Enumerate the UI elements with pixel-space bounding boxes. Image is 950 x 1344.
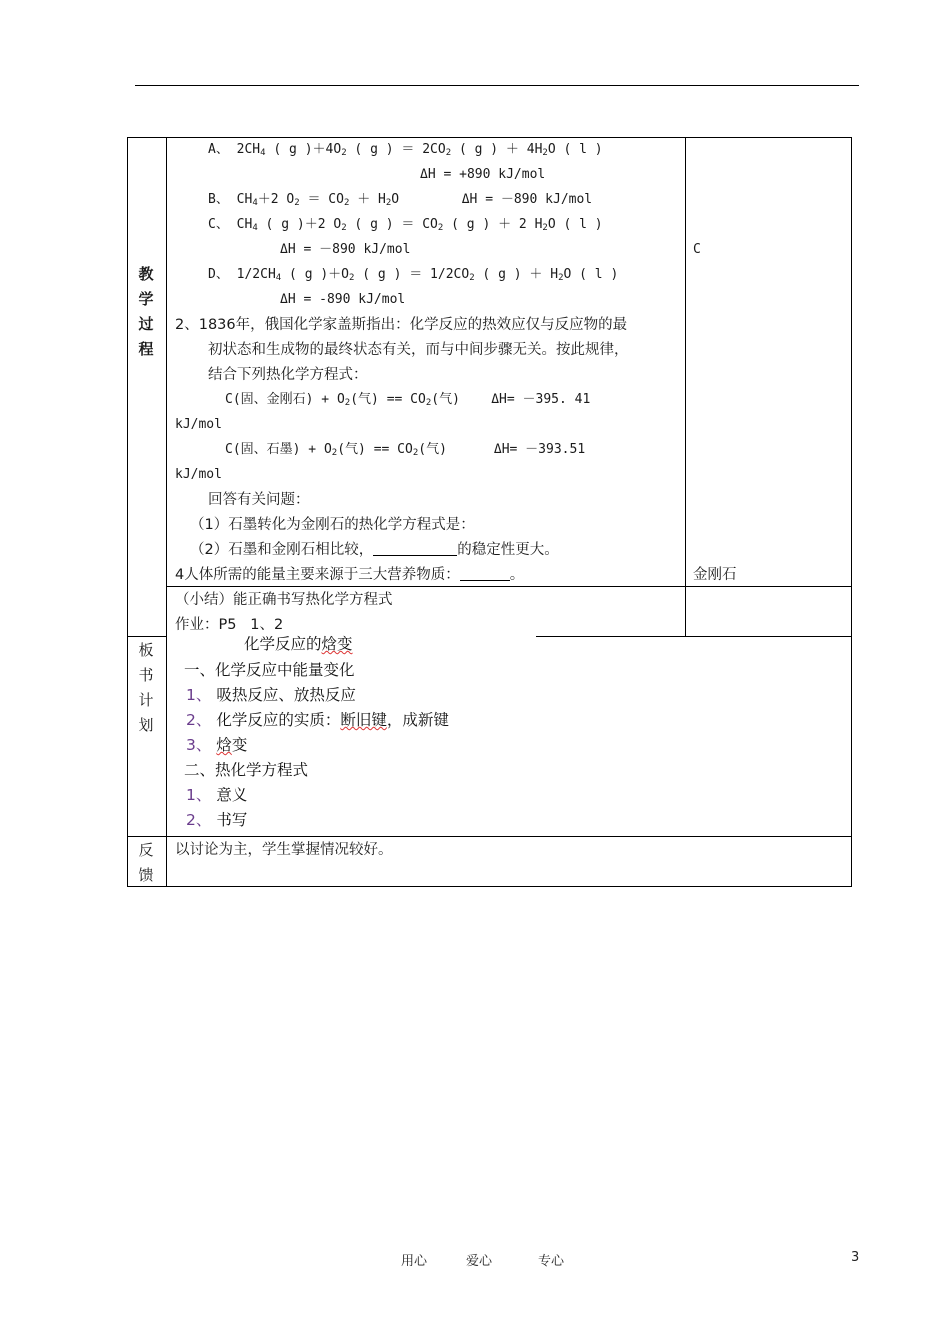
row-divider-board-right [536,636,852,637]
footer-word-1: 用心 [401,1254,428,1269]
answer-blank [373,541,457,556]
answer-blank [460,566,510,581]
col-divider-right [685,137,686,636]
row-divider-board-left [127,636,167,637]
row-divider-summary [166,586,852,587]
question-2-line1: 2、1836年，俄国化学家盖斯指出：化学反应的热效应仅与反应物的最 [175,317,628,333]
board-heading-1: 一、化学反应中能量变化 [184,661,355,679]
question-2-line3: 结合下列热化学方程式： [208,367,368,383]
option-c-enthalpy: ΔH = －890 kJ/mol [280,242,411,257]
board-item-1: 1、 吸热反应、放热反应 [186,686,356,704]
option-c-equation: C、 $CH_4$ ( g )＋2 $O_2$ ( g ) ＝ $CO_2$ ( g ) ＋ 2 $H_2O$ ( l ) [208,217,603,233]
homework-line: 作业：P5 1、2 [175,617,284,633]
footer-word-2: 爱心 [466,1254,493,1269]
equation-graphite: C(固、石墨) + $O_2$(气) == $CO_2$(气) ΔH= －393.51 [225,442,586,458]
equation-graphite-unit: kJ/mol [175,467,222,482]
teaching-process-label: 教 学 过 程 [138,265,154,358]
header-rule [135,85,859,86]
feedback-text: 以讨论为主，学生掌握情况较好。 [175,842,393,858]
answer-diamond: 金刚石 [693,567,737,583]
board-item-2: 2、 化学反应的实质：断旧键，成新键 [186,711,449,729]
option-d-enthalpy: ΔH = -890 kJ/mol [280,292,406,307]
answer-prompt: 回答有关问题： [208,492,310,508]
board-subitem-2: 2、 书写 [186,811,248,829]
option-b-equation: B、 $CH_4+2$ $O_2 = CO_2 + H_2O$ ΔH = －890 kJ/mol [208,192,593,208]
equation-diamond: C(固、金刚石) + $O_2$(气) == $CO_2$(气) ΔH= －395. 41 [225,392,591,408]
row-divider-feedback [127,836,852,837]
board-item-3: 3、 焓变 [186,736,248,754]
option-d-equation: D、 $1/2CH_4$ ( g )$+O_2$ ( g ) ＝ $1/2CO_2$ ( g ) ＋ $H_2O$ ( l ) [208,267,619,283]
feedback-label: 反 馈 [138,841,154,884]
board-heading-2: 二、热化学方程式 [184,761,309,779]
answer-c: C [693,242,701,257]
question-2-line2: 初状态和生成物的最终状态有关，而与中间步骤无关。按此规律， [208,342,629,358]
sub-question-1: （1）石墨转化为金刚石的热化学方程式是： [190,517,475,533]
page-number: 3 [851,1250,860,1265]
option-a-enthalpy: ΔH = +890 kJ/mol [420,167,546,182]
footer-word-3: 专心 [538,1254,565,1269]
col-divider-left [166,137,167,887]
board-title: 化学反应的焓变 [244,635,353,653]
summary-line: （小结）能正确书写热化学方程式 [175,592,393,608]
sub-question-2: （2）石墨和金刚石相比较， 的稳定性更大。 [190,542,559,558]
equation-diamond-unit: kJ/mol [175,417,222,432]
board-subitem-1: 1、 意义 [186,786,248,804]
board-plan-label: 板 书 计 划 [138,641,154,734]
option-a-equation: A、 $2CH_4$ ( g )$+4O_2$ ( g ) ＝ $2CO_2$ ( g ) ＋ $4H_2O$ ( l ) [208,142,603,158]
question-4: 4人体所需的能量主要来源于三大营养物质： 。 [175,567,525,583]
